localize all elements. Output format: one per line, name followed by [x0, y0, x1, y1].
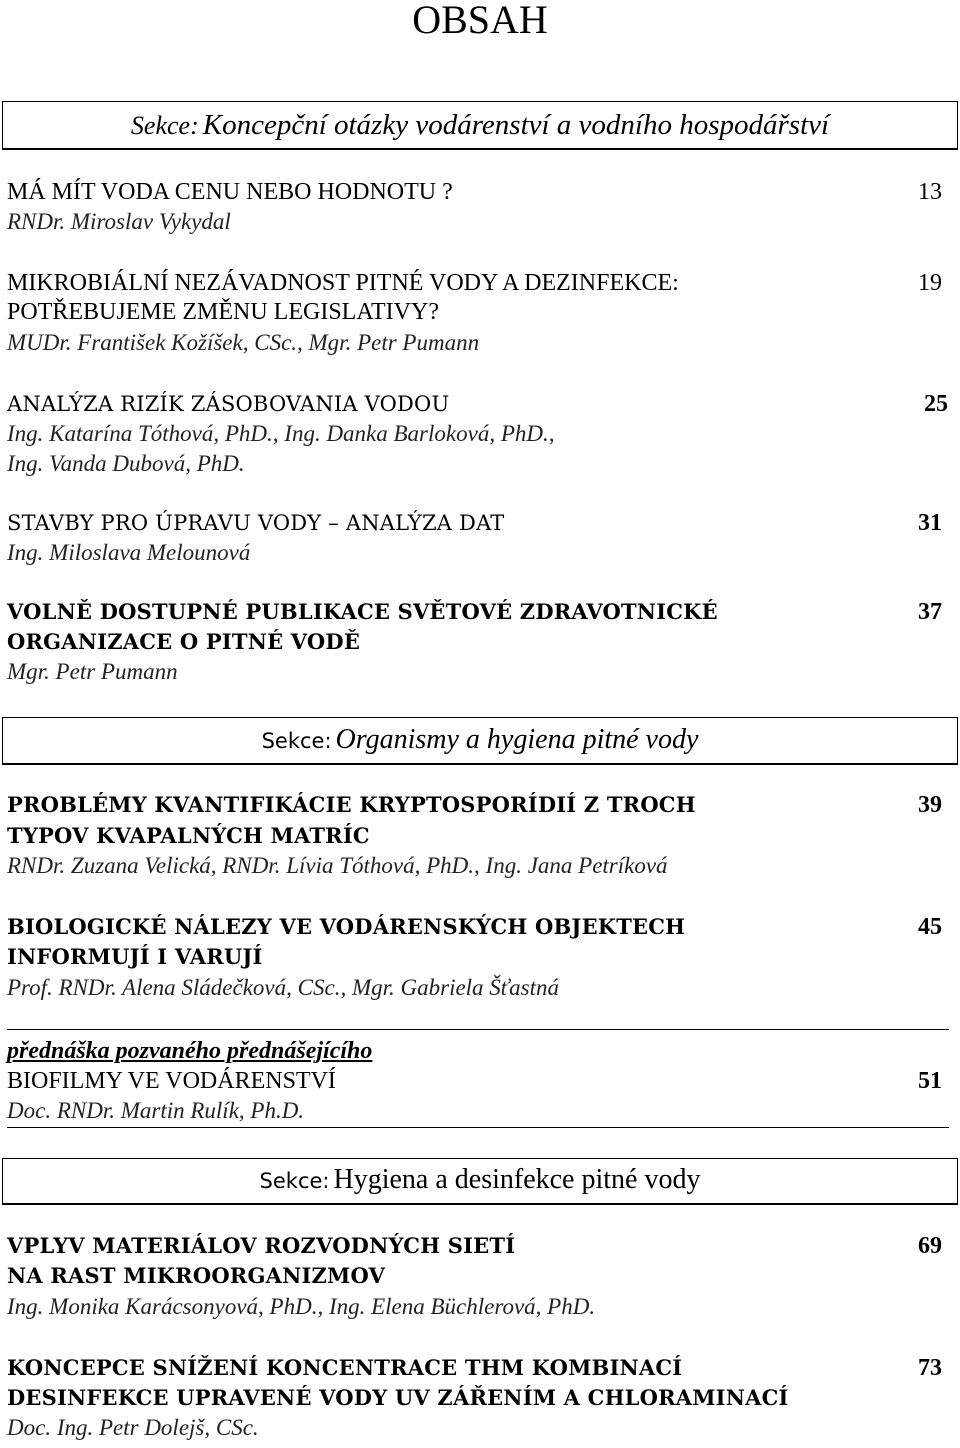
- entry-authors: RNDr. Zuzana Velická, RNDr. Lívia Tóthová, PhD., Ing. Jana Petríková: [7, 853, 668, 878]
- section-label: Sekce:: [130, 111, 199, 140]
- section-title: Organismy a hygiena pitné vody: [335, 724, 699, 755]
- entry-title: STAVBY PRO ÚPRAVU VODY – ANALÝZA DAT: [7, 511, 505, 535]
- entry-page: 37: [918, 599, 942, 625]
- section-heading-2: [3, 724, 957, 756]
- entry-page: 25: [924, 391, 948, 417]
- divider: [7, 1127, 949, 1128]
- entry-title: DESINFEKCE UPRAVENÉ VODY UV ZÁŘENÍM A CHLORAMINACÍ: [7, 1385, 789, 1410]
- entry-title: INFORMUJÍ I VARUJÍ: [7, 944, 263, 969]
- section-box-1: [2, 101, 958, 150]
- entry-title: TYPOV KVAPALNÝCH MATRÍC: [7, 823, 370, 848]
- entry-authors: Ing. Monika Karácsonyová, PhD., Ing. Elena Büchlerová, PhD.: [7, 1294, 596, 1319]
- section-box-3: [2, 1158, 958, 1205]
- entry-title: PROBLÉMY KVANTIFIKÁCIE KRYPTOSPORÍDIÍ Z TROCH: [7, 792, 696, 817]
- entry-title: POTŘEBUJEME ZMĚNU LEGISLATIVY?: [7, 299, 439, 325]
- entry-page: 39: [918, 792, 942, 818]
- invited-title: BIOFILMY VE VODÁRENSTVÍ: [7, 1068, 336, 1094]
- invited-authors: Doc. RNDr. Martin Rulík, Ph.D.: [7, 1098, 305, 1123]
- section-heading-1: [3, 109, 957, 142]
- entry-title: ANALÝZA RIZÍK ZÁSOBOVANIA VODOU: [7, 392, 450, 416]
- entry-title: VPLYV MATERIÁLOV ROZVODNÝCH SIETÍ: [7, 1233, 516, 1258]
- page-title: OBSAH: [412, 0, 548, 42]
- section-box-2: [2, 717, 958, 765]
- entry-page: 73: [918, 1355, 942, 1381]
- entry-page: 13: [918, 179, 942, 205]
- section-heading-3: [3, 1164, 957, 1196]
- entry-authors: Prof. RNDr. Alena Sládečková, CSc., Mgr. Gabriela Šťastná: [7, 975, 560, 1000]
- entry-title: KONCEPCE SNÍŽENÍ KONCENTRACE THM KOMBINACÍ: [7, 1355, 683, 1380]
- entry-page: 31: [918, 510, 942, 536]
- entry-authors: RNDr. Miroslav Vykydal: [7, 209, 231, 234]
- entry-authors: Mgr. Petr Pumann: [7, 659, 178, 684]
- section-title: Hygiena a desinfekce pitné vody: [333, 1164, 701, 1195]
- entry-page: 45: [918, 914, 942, 940]
- entry-title: ORGANIZACE O PITNÉ VODĚ: [7, 629, 361, 654]
- entry-authors: Doc. Ing. Petr Dolejš, CSc.: [7, 1415, 259, 1440]
- section-label: Sekce:: [261, 729, 332, 753]
- entry-page: 69: [918, 1233, 942, 1259]
- entry-authors: MUDr. František Kožíšek, CSc., Mgr. Petr Pumann: [7, 330, 480, 355]
- entry-title: MIKROBIÁLNÍ NEZÁVADNOST PITNÉ VODY A DEZINFEKCE:: [7, 270, 679, 296]
- invited-page: 51: [918, 1068, 942, 1094]
- entry-page: 19: [918, 270, 942, 296]
- entry-title: VOLNĚ DOSTUPNÉ PUBLIKACE SVĚTOVÉ ZDRAVOTNICKÉ: [7, 599, 718, 624]
- divider: [7, 1029, 949, 1030]
- section-label: Sekce:: [259, 1169, 330, 1193]
- entry-authors: Ing. Vanda Dubová, PhD.: [7, 451, 245, 476]
- entry-authors: Ing. Miloslava Melounová: [7, 540, 251, 565]
- section-title: Koncepční otázky vodárenství a vodního hospodářství: [202, 109, 830, 141]
- entry-title: BIOLOGICKÉ NÁLEZY VE VODÁRENSKÝCH OBJEKTECH: [7, 914, 686, 939]
- entry-title: MÁ MÍT VODA CENU NEBO HODNOTU ?: [7, 179, 453, 205]
- invited-label: přednáška pozvaného přednášejícího: [7, 1038, 373, 1064]
- entry-title: NA RAST MIKROORGANIZMOV: [7, 1263, 386, 1288]
- entry-authors: Ing. Katarína Tóthová, PhD., Ing. Danka Barloková, PhD.,: [7, 421, 555, 446]
